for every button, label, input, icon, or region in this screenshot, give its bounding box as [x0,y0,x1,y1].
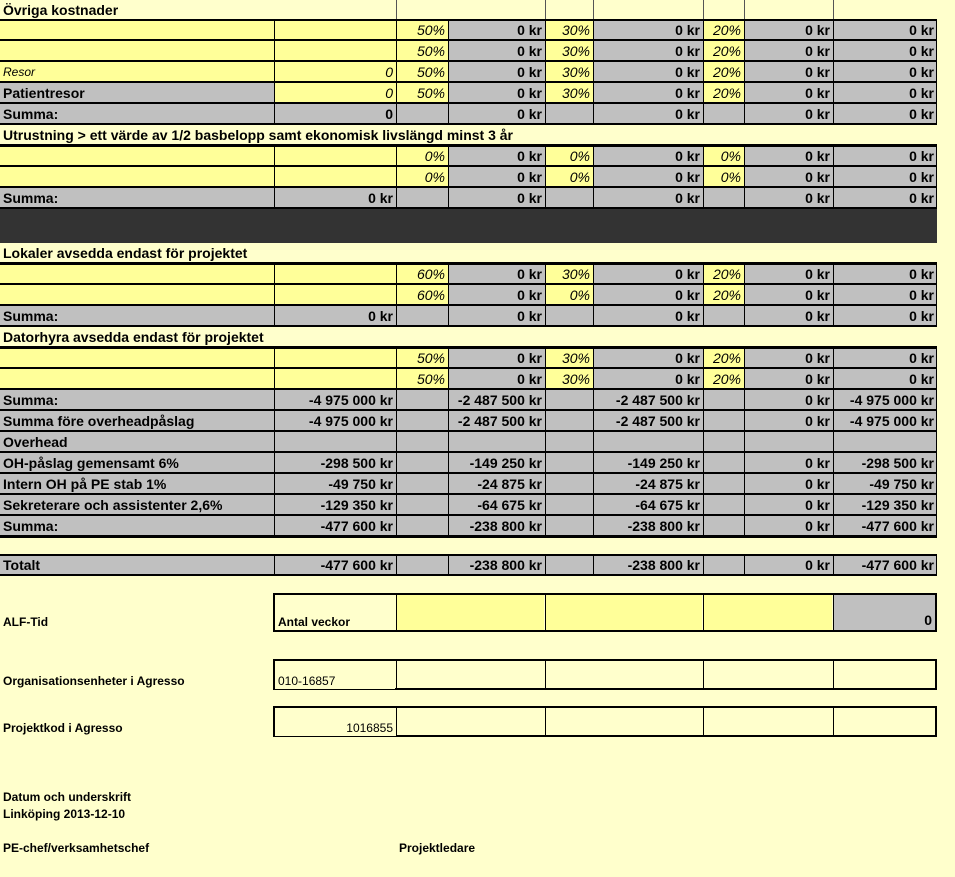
percent-input[interactable]: 50% [396,41,448,61]
cell[interactable] [396,432,545,452]
percent-input[interactable]: 20% [703,62,744,82]
amount-cell[interactable]: 0 kr [593,146,703,166]
row-label[interactable]: OH-påslag gemensamt 6% [0,453,274,473]
row-label[interactable]: Summa före overheadpåslag [0,411,274,431]
cell[interactable] [703,306,744,326]
cell[interactable] [396,306,448,326]
cell[interactable] [274,432,396,452]
percent-input[interactable]: 0% [545,146,593,166]
org-label: Organisationsenheter i Agresso [0,671,270,689]
amount-cell[interactable]: 0 kr [833,146,937,166]
amount-cell[interactable]: 0 kr [593,167,703,187]
cell[interactable] [703,411,744,431]
section-title[interactable]: Lokaler avsedda endast för projektet [0,243,937,263]
cell[interactable] [396,555,448,575]
amount-cell[interactable]: 0 kr [833,41,937,61]
cell[interactable] [545,104,593,124]
amount-cell[interactable]: 0 kr [833,62,937,82]
percent-input[interactable]: 30% [545,348,593,368]
amount-cell[interactable]: 0 kr [593,20,703,40]
amount-input[interactable] [274,264,396,284]
row-label[interactable]: Sekreterare och assistenter 2,6% [0,495,274,515]
amount-input[interactable] [274,20,396,40]
amount-cell[interactable]: 0 kr [744,41,833,61]
overhead-label[interactable]: Overhead [0,432,274,452]
amount-input[interactable]: 0 [274,83,396,103]
amount-cell[interactable]: 0 kr [448,264,545,284]
amount-cell[interactable]: -477 600 kr [274,516,396,536]
row-label[interactable] [0,41,274,61]
amount-cell[interactable]: 0 kr [744,411,833,431]
amount-cell[interactable]: -24 875 kr [448,474,545,494]
amount-cell[interactable]: -149 250 kr [448,453,545,473]
amount-cell[interactable]: -2 487 500 kr [448,390,545,410]
amount-cell[interactable]: 0 kr [448,41,545,61]
amount-cell[interactable]: -64 675 kr [593,495,703,515]
row-label[interactable]: Resor [0,62,274,82]
row-label[interactable]: Intern OH på PE stab 1% [0,474,274,494]
percent-input[interactable]: 30% [545,20,593,40]
row-label[interactable] [0,369,274,389]
cell[interactable] [545,188,593,208]
row-label[interactable]: Patientresor [0,83,274,103]
amount-cell[interactable]: 0 kr [833,20,937,40]
cell[interactable] [396,453,448,473]
section-ovriga[interactable]: Övriga kostnader [0,0,395,20]
cell[interactable] [703,474,744,494]
amount-cell[interactable]: -64 675 kr [448,495,545,515]
amount-cell[interactable]: 0 kr [744,390,833,410]
sign-label: Datum och underskrift [0,787,300,805]
percent-input[interactable]: 20% [703,20,744,40]
amount-cell[interactable]: -49 750 kr [274,474,396,494]
amount-cell[interactable]: 0 kr [593,188,703,208]
amount-cell[interactable]: 0 [274,104,396,124]
percent-input[interactable]: 60% [396,264,448,284]
amount-input[interactable] [274,348,396,368]
amount-cell[interactable]: 0 kr [744,20,833,40]
amount-cell[interactable]: 0 kr [593,369,703,389]
row-label[interactable] [0,285,274,305]
alf-input[interactable] [703,595,832,630]
proj-label: Projektkod i Agresso [0,718,270,736]
cell[interactable] [545,432,703,452]
cell[interactable] [545,306,593,326]
percent-input[interactable]: 0% [545,285,593,305]
amount-cell[interactable]: 0 kr [744,264,833,284]
percent-input[interactable]: 50% [396,20,448,40]
amount-cell[interactable]: -129 350 kr [833,495,937,515]
cell[interactable] [396,411,448,431]
percent-input[interactable]: 20% [703,369,744,389]
cell[interactable] [703,495,744,515]
amount-cell[interactable]: 0 kr [833,348,937,368]
amount-cell[interactable]: 0 kr [274,306,396,326]
amount-cell[interactable]: -4 975 000 kr [274,411,396,431]
cell[interactable] [545,495,593,515]
separator-band [0,209,937,243]
sign-place-date: Linköping 2013-12-10 [0,804,300,822]
cell[interactable] [545,390,593,410]
cell[interactable] [703,516,744,536]
cell[interactable] [396,104,448,124]
amount-cell[interactable]: 0 kr [833,188,937,208]
alf-label: ALF-Tid [0,612,270,630]
amount-cell[interactable]: -238 800 kr [593,516,703,536]
amount-cell[interactable]: 0 kr [744,306,833,326]
amount-cell[interactable]: 0 kr [744,104,833,124]
amount-cell[interactable]: 0 kr [744,495,833,515]
percent-input[interactable]: 20% [703,41,744,61]
cell[interactable] [396,516,448,536]
row-label[interactable]: Summa: [0,516,274,536]
percent-input[interactable]: 50% [396,83,448,103]
alf-total: 0 [833,595,935,630]
amount-cell[interactable]: -298 500 kr [833,453,937,473]
amount-cell[interactable]: 0 kr [593,41,703,61]
row-label[interactable] [0,264,274,284]
alf-input[interactable] [396,595,544,630]
amount-cell[interactable]: -4 975 000 kr [274,390,396,410]
amount-cell[interactable]: -238 800 kr [593,555,703,575]
percent-input[interactable]: 20% [703,285,744,305]
amount-cell[interactable]: 0 kr [833,264,937,284]
row-label[interactable] [0,20,274,40]
row-label[interactable]: Totalt [0,555,274,575]
amount-cell[interactable]: 0 kr [448,348,545,368]
amount-cell[interactable]: -4 975 000 kr [833,411,937,431]
amount-cell[interactable]: 0 kr [833,285,937,305]
percent-input[interactable]: 0% [396,146,448,166]
cell[interactable] [703,555,744,575]
amount-cell[interactable]: -2 487 500 kr [448,411,545,431]
row-label[interactable] [0,146,274,166]
percent-input[interactable]: 60% [396,285,448,305]
percent-input[interactable]: 30% [545,264,593,284]
amount-input[interactable] [274,167,396,187]
alf-sub: Antal veckor [275,612,395,630]
row-label[interactable] [0,167,274,187]
amount-cell[interactable]: -477 600 kr [274,555,396,575]
amount-cell[interactable]: 0 kr [448,62,545,82]
amount-cell[interactable]: 0 kr [833,369,937,389]
sign-chef: PE-chef/verksamhetschef [0,838,300,856]
amount-cell[interactable]: 0 kr [593,104,703,124]
percent-input[interactable]: 50% [396,348,448,368]
percent-input[interactable]: 30% [545,41,593,61]
cell[interactable] [545,474,593,494]
amount-cell[interactable]: -2 487 500 kr [593,411,703,431]
amount-cell[interactable]: -49 750 kr [833,474,937,494]
cell[interactable] [703,432,833,452]
amount-input[interactable] [274,369,396,389]
alf-input[interactable] [545,595,702,630]
cell[interactable] [396,390,448,410]
amount-cell[interactable]: -4 975 000 kr [833,390,937,410]
amount-cell[interactable]: 0 kr [448,285,545,305]
cell[interactable] [703,390,744,410]
amount-cell[interactable]: -238 800 kr [448,555,545,575]
amount-cell[interactable]: -2 487 500 kr [593,390,703,410]
amount-cell[interactable]: 0 kr [744,146,833,166]
amount-cell[interactable]: 0 kr [593,285,703,305]
amount-cell[interactable]: 0 kr [744,369,833,389]
percent-input[interactable]: 0% [703,146,744,166]
amount-input[interactable] [274,41,396,61]
amount-cell[interactable]: 0 kr [833,104,937,124]
amount-cell[interactable]: 0 kr [833,83,937,103]
cell[interactable] [545,555,593,575]
percent-input[interactable]: 0% [545,167,593,187]
amount-input[interactable] [274,146,396,166]
cell[interactable] [833,432,937,452]
amount-cell[interactable]: 0 kr [593,83,703,103]
amount-cell[interactable]: -129 350 kr [274,495,396,515]
percent-input[interactable]: 30% [545,369,593,389]
cell[interactable] [545,516,593,536]
row-label[interactable]: Summa: [0,188,274,208]
amount-cell[interactable]: 0 kr [593,264,703,284]
amount-cell[interactable]: 0 kr [744,285,833,305]
amount-cell[interactable]: 0 kr [744,83,833,103]
amount-cell[interactable]: 0 kr [833,306,937,326]
amount-cell[interactable]: 0 kr [274,188,396,208]
amount-cell[interactable]: 0 kr [744,167,833,187]
cell[interactable] [703,188,744,208]
cell[interactable] [545,411,593,431]
percent-input[interactable]: 20% [703,264,744,284]
amount-cell[interactable]: 0 kr [744,516,833,536]
cell[interactable] [396,188,448,208]
sign-ledare: Projektledare [396,838,696,856]
percent-input[interactable]: 20% [703,348,744,368]
amount-cell[interactable]: 0 kr [744,555,833,575]
amount-cell[interactable]: -24 875 kr [593,474,703,494]
amount-cell[interactable]: 0 kr [448,20,545,40]
amount-cell[interactable]: 0 kr [448,188,545,208]
amount-input[interactable]: 0 [274,62,396,82]
amount-cell[interactable]: 0 kr [744,453,833,473]
amount-cell[interactable]: 0 kr [448,83,545,103]
spacer [0,537,937,554]
amount-cell[interactable]: 0 kr [744,474,833,494]
amount-cell[interactable]: 0 kr [593,306,703,326]
cell[interactable] [396,474,448,494]
amount-cell[interactable]: -149 250 kr [593,453,703,473]
amount-input[interactable] [274,285,396,305]
percent-input[interactable]: 0% [396,167,448,187]
cell[interactable] [703,453,744,473]
amount-cell[interactable]: 0 kr [448,104,545,124]
percent-input[interactable]: 30% [545,83,593,103]
amount-cell[interactable]: 0 kr [593,62,703,82]
cell[interactable] [545,453,593,473]
percent-input[interactable]: 50% [396,369,448,389]
row-label[interactable]: Summa: [0,306,274,326]
section-title[interactable]: Datorhyra avsedda endast för projektet [0,327,937,347]
percent-input[interactable]: 0% [703,167,744,187]
amount-cell[interactable]: -238 800 kr [448,516,545,536]
percent-input[interactable]: 50% [396,62,448,82]
amount-cell[interactable]: 0 kr [448,306,545,326]
org-value[interactable]: 010-16857 [275,671,395,689]
amount-cell[interactable]: 0 kr [448,146,545,166]
section-title[interactable]: Utrustning > ett värde av 1/2 basbelopp samt ekonomisk livslängd minst 3 år [0,125,937,145]
amount-cell[interactable]: 0 kr [744,348,833,368]
amount-cell[interactable]: 0 kr [593,348,703,368]
row-label[interactable]: Summa: [0,104,274,124]
row-label[interactable]: Summa: [0,390,274,410]
amount-cell[interactable]: -477 600 kr [833,555,937,575]
amount-cell[interactable]: -298 500 kr [274,453,396,473]
cell[interactable] [703,104,744,124]
amount-cell[interactable]: 0 kr [448,167,545,187]
amount-cell[interactable]: 0 kr [448,369,545,389]
proj-value[interactable]: 1016855 [275,718,396,736]
row-label[interactable] [0,348,274,368]
percent-input[interactable]: 20% [703,83,744,103]
amount-cell[interactable]: 0 kr [744,188,833,208]
amount-cell[interactable]: -477 600 kr [833,516,937,536]
percent-input[interactable]: 30% [545,62,593,82]
amount-cell[interactable]: 0 kr [744,62,833,82]
cell[interactable] [396,495,448,515]
amount-cell[interactable]: 0 kr [833,167,937,187]
